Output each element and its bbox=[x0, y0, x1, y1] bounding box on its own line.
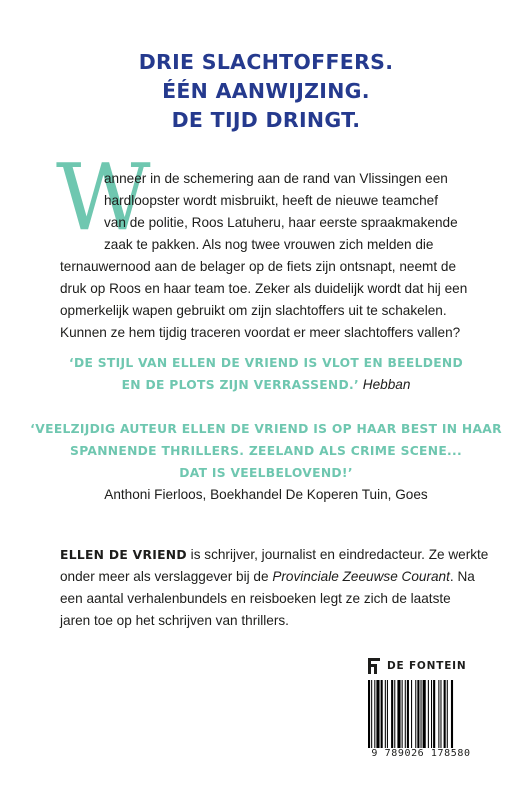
bio-text: onder meer als verslaggever bij de bbox=[60, 569, 273, 584]
review-quote-boekhandel bbox=[0, 418, 532, 506]
author-name: ELLEN DE VRIEND bbox=[60, 548, 187, 562]
tagline-line-1: DRIE SLACHTOFFERS. bbox=[138, 50, 394, 74]
quote-line: DAT IS VEELBELOVEND!’ bbox=[179, 466, 353, 480]
blurb-line: opmerkelijk wapen gebruikt om zijn slachtoffers uit te schakelen. bbox=[60, 303, 447, 318]
publisher-logo bbox=[368, 658, 466, 674]
quote-line: ‘VEELZIJDIG AUTEUR ELLEN DE VRIEND IS OP HAAR BEST IN HAAR bbox=[30, 422, 502, 436]
fontein-logo-icon bbox=[368, 658, 380, 674]
quote-line: SPANNENDE THRILLERS. ZEELAND ALS CRIME SCENE... bbox=[70, 444, 462, 458]
review-quote-hebban bbox=[0, 352, 532, 396]
bio-text: een aantal verhalenbundels en reisboeken legt ze zich de laatste bbox=[60, 591, 451, 606]
quote-source: Anthoni Fierloos, Boekhandel De Koperen Tuin, Goes bbox=[104, 487, 428, 502]
quote-line: EN DE PLOTS ZIJN VERRASSEND.’ bbox=[121, 378, 359, 392]
newspaper-title: Provinciale Zeeuwse Courant bbox=[272, 569, 450, 584]
publisher-name: DE FONTEIN bbox=[387, 660, 467, 672]
tagline-line-2: ÉÉN AANWIJZING. bbox=[162, 79, 370, 103]
drop-cap: W bbox=[56, 144, 151, 251]
tagline-line-3: DE TIJD DRINGT. bbox=[171, 108, 361, 132]
bio-text: jaren toe op het schrijven van thrillers. bbox=[60, 613, 289, 628]
blurb-line: van de politie, Roos Latuheru, haar eerste spraakmakende bbox=[104, 215, 458, 230]
blurb-line: ternauwernood aan de belager op de fiets zijn ontsnapt, neemt de bbox=[60, 259, 457, 274]
quote-source: Hebban bbox=[362, 377, 411, 392]
blurb-line: Kunnen ze hem tijdig traceren voordat er meer slachtoffers vallen? bbox=[60, 325, 461, 340]
tagline bbox=[0, 48, 532, 135]
bio-text: is schrijver, journalist en eindredacteur. Ze werkte bbox=[186, 547, 489, 562]
author-bio bbox=[60, 544, 488, 632]
blurb-line: zaak te pakken. Als nog twee vrouwen zich melden die bbox=[104, 237, 434, 252]
quote-line: ‘DE STIJL VAN ELLEN DE VRIEND IS VLOT EN BEELDEND bbox=[68, 356, 464, 370]
blurb-line: anneer in de schemering aan de rand van Vlissingen een bbox=[104, 171, 448, 186]
bio-text: . Na bbox=[449, 569, 475, 584]
blurb-line: druk op Roos en haar team toe. Zeker als duidelijk wordt dat hij een bbox=[60, 281, 468, 296]
barcode bbox=[366, 680, 476, 748]
isbn-number: 9 789026 178580 bbox=[371, 748, 471, 759]
blurb-line: hardloopster wordt misbruikt, heeft de nieuwe teamchef bbox=[104, 193, 438, 208]
